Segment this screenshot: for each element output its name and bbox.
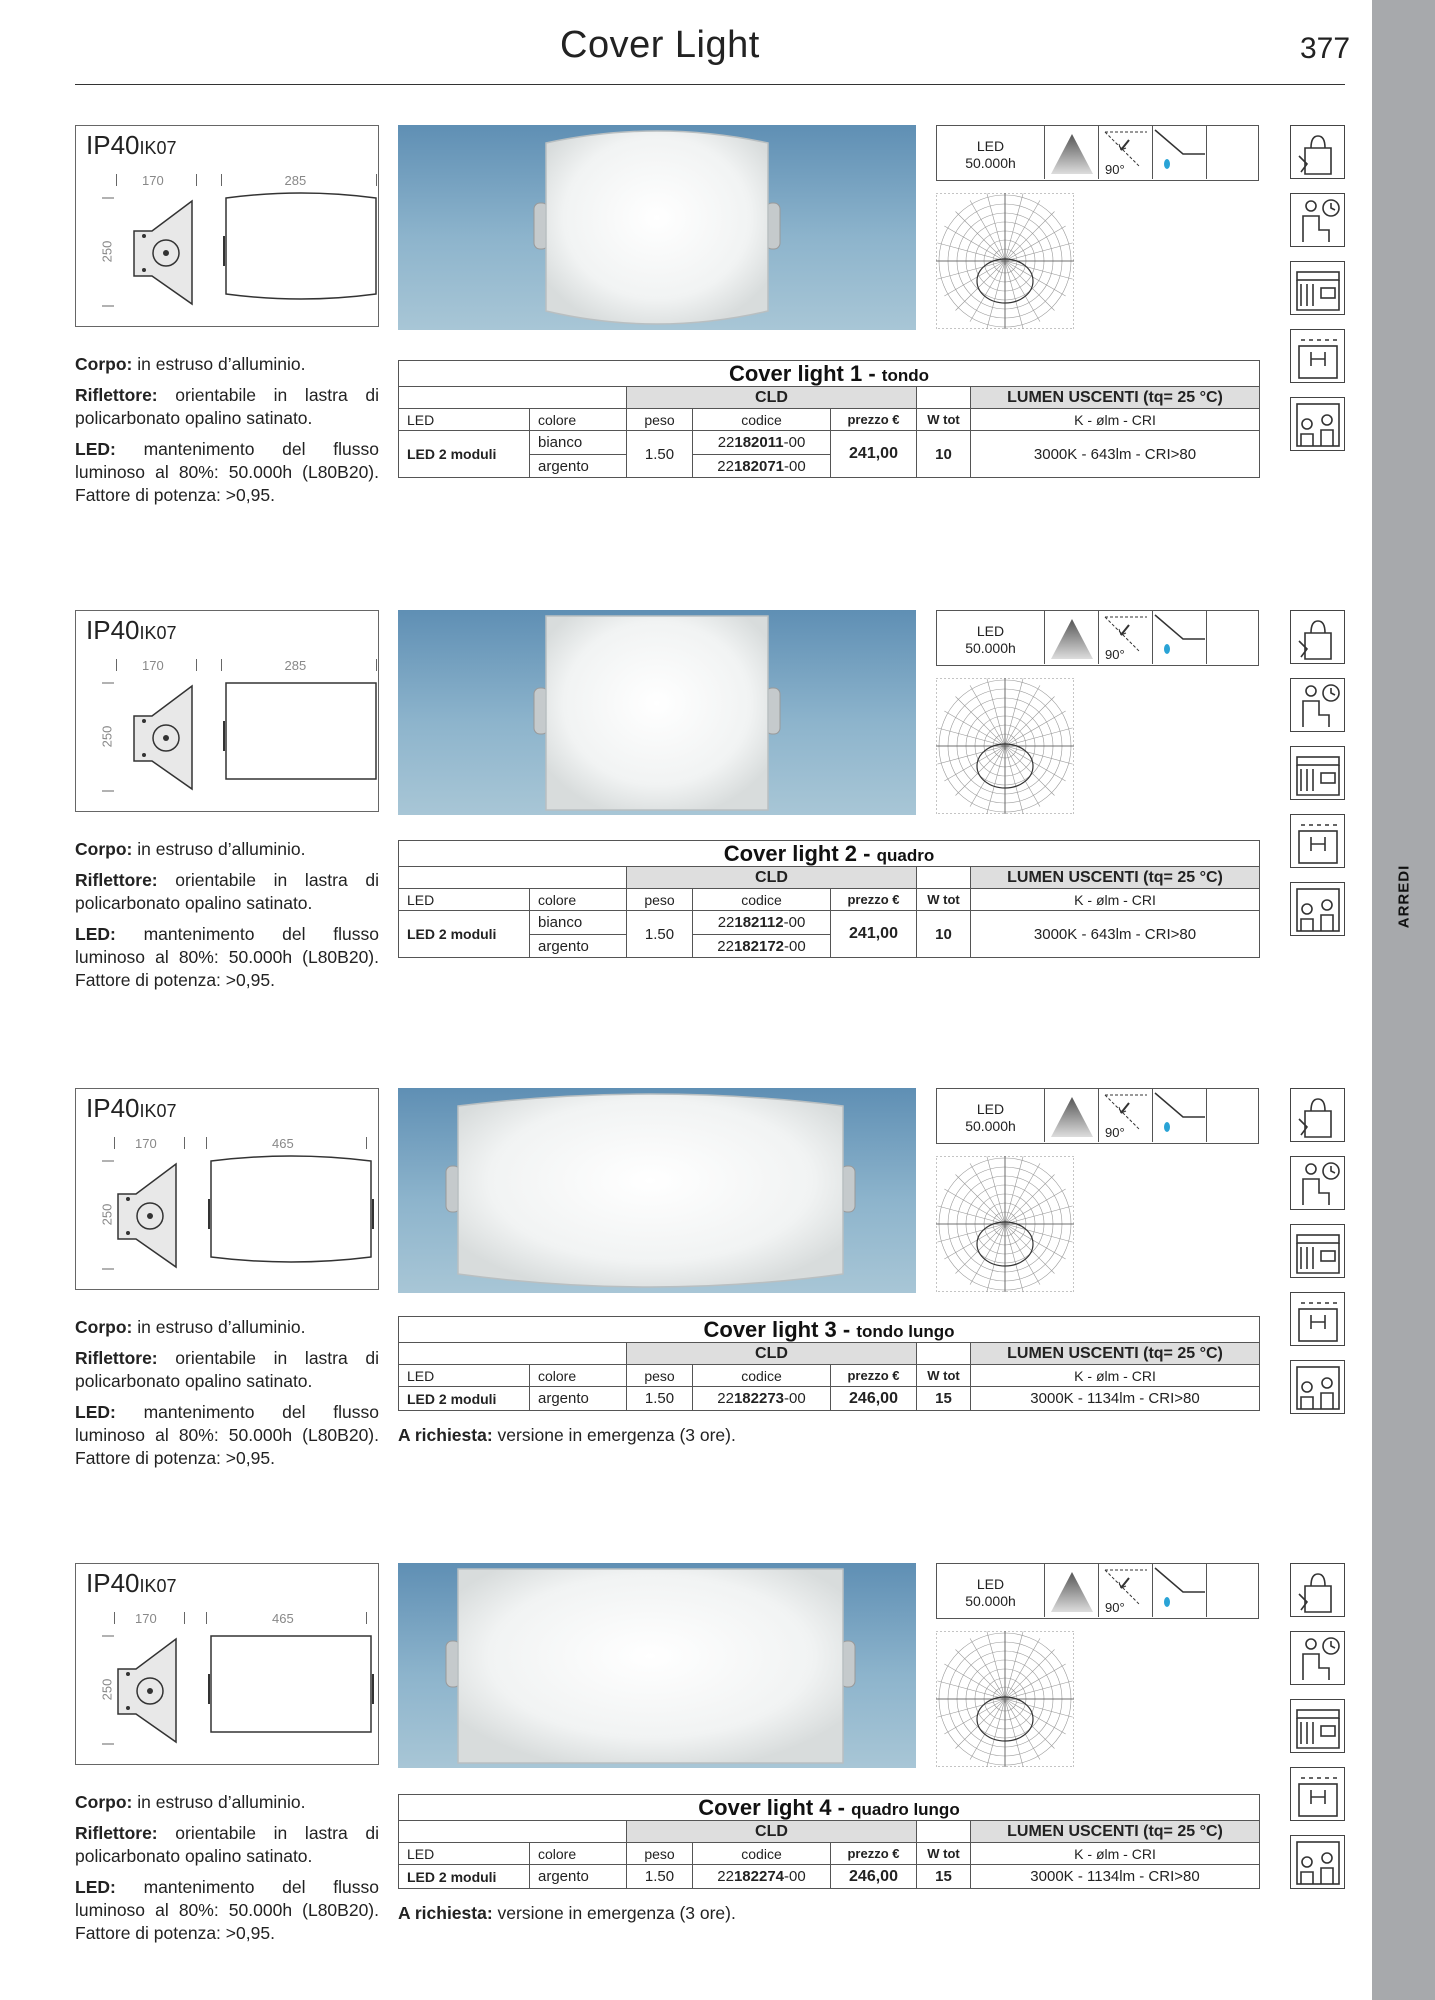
col-wtot: W tot xyxy=(916,1843,970,1864)
desc-riflettore: Riflettore: orientabile in lastra di policarbonato opalino satinato. xyxy=(75,385,379,428)
shopping-bag-icon xyxy=(1290,125,1345,179)
prezzo: 241,00 xyxy=(830,431,916,477)
lumen: 3000K - 643lm - CRI>80 xyxy=(970,911,1259,957)
desc-corpo: Corpo: in estruso d’alluminio. xyxy=(75,839,306,859)
col-wtot: W tot xyxy=(916,889,970,910)
price-table xyxy=(398,1794,1260,1889)
product-photo xyxy=(398,610,916,815)
peso: 1.50 xyxy=(626,431,692,477)
table-column-header xyxy=(399,1843,1259,1865)
col-codice: codice xyxy=(692,409,830,430)
variant-colore: bianco xyxy=(529,911,626,934)
table-group-header xyxy=(399,1343,1259,1365)
col-lumen: K - ølm - CRI xyxy=(970,409,1259,430)
price-table xyxy=(398,1316,1260,1411)
led-type: LED 2 moduli xyxy=(407,1868,497,1885)
wtot: 15 xyxy=(916,1387,970,1410)
desc-riflettore: Riflettore: orientabile in lastra di policarbonato opalino satinato. xyxy=(75,1348,379,1391)
ik-rating: IK07 xyxy=(139,1101,177,1121)
col-peso: peso xyxy=(626,1843,692,1864)
hotel-icon xyxy=(1290,1292,1345,1346)
lamp-photo-svg xyxy=(398,1088,916,1293)
desc-led: LED: mantenimento del flusso luminoso al 80%: 50.000h (L80B20). Fattore di potenza: >0,95. xyxy=(75,439,379,505)
technical-drawing-box xyxy=(75,1088,379,1290)
request-note: A richiesta: versione in emergenza (3 ore). xyxy=(398,1425,736,1445)
table-column-header xyxy=(399,409,1259,431)
photometric-curve xyxy=(936,1156,1074,1292)
table-row xyxy=(399,1387,1259,1410)
col-prezzo: prezzo € xyxy=(830,1365,916,1386)
technical-drawing-box xyxy=(75,125,379,327)
price-table xyxy=(398,360,1260,478)
peso: 1.50 xyxy=(626,1387,692,1410)
table-group-header xyxy=(399,1821,1259,1843)
col-peso: peso xyxy=(626,409,692,430)
photometric-curve xyxy=(936,1631,1074,1767)
led-lifetime: LED 50.000h xyxy=(937,1089,1045,1142)
light-spec-box xyxy=(936,610,1259,666)
led-lifetime: LED 50.000h xyxy=(937,611,1045,664)
desc-corpo: Corpo: in estruso d’alluminio. xyxy=(75,354,306,374)
light-spec-box xyxy=(936,125,1259,181)
product-description xyxy=(75,838,379,1000)
shopping-bag-icon xyxy=(1290,1563,1345,1617)
table-row xyxy=(399,431,1259,477)
desc-riflettore: Riflettore: orientabile in lastra di policarbonato opalino satinato. xyxy=(75,870,379,913)
product-photo xyxy=(398,1088,916,1293)
variant-colore: argento xyxy=(529,1865,626,1888)
dimension-depth: 170 xyxy=(135,1611,157,1626)
request-note: A richiesta: versione in emergenza (3 ore). xyxy=(398,1903,736,1923)
hotel-icon xyxy=(1290,329,1345,383)
group-cld: CLD xyxy=(626,387,916,408)
price-table xyxy=(398,840,1260,958)
dimension-height: 250 xyxy=(99,1678,115,1701)
orientation-angle: 90° xyxy=(1105,1125,1125,1140)
col-led: LED xyxy=(407,891,435,908)
group-cld: CLD xyxy=(626,867,916,888)
variant-codice: 22 182274 -00 xyxy=(692,1865,830,1888)
ip-rating: IP40IK07 xyxy=(86,615,177,645)
led-type: LED 2 moduli xyxy=(407,926,497,942)
dimension-depth: 170 xyxy=(142,658,164,673)
product-description xyxy=(75,1316,379,1478)
ip-rating: IP40IK07 xyxy=(86,1568,177,1598)
col-peso: peso xyxy=(626,1365,692,1386)
col-led: LED xyxy=(407,411,435,428)
page-title: Cover Light xyxy=(560,24,760,66)
group-lumen: LUMEN USCENTI (tq= 25 °C) xyxy=(970,867,1259,888)
dimension-height: 250 xyxy=(99,725,115,748)
variant-codice: 22 182172 -00 xyxy=(692,934,830,957)
shop-front-icon xyxy=(1290,1224,1345,1278)
dimension-width: 465 xyxy=(272,1611,294,1626)
led-lifetime: LED 50.000h xyxy=(937,1564,1045,1617)
shop-front-icon xyxy=(1290,1699,1345,1753)
variant-colore: bianco xyxy=(529,431,626,454)
office-worker-icon xyxy=(1290,1156,1345,1210)
side-tab xyxy=(1392,860,1416,940)
peso: 1.50 xyxy=(626,911,692,957)
lamp-photo-svg xyxy=(398,1563,916,1768)
shop-front-icon xyxy=(1290,261,1345,315)
restaurant-icon xyxy=(1290,397,1345,451)
shopping-bag-icon xyxy=(1290,1088,1345,1142)
desc-led: LED: mantenimento del flusso luminoso al 80%: 50.000h (L80B20). Fattore di potenza: >0,95. xyxy=(75,1877,379,1943)
wtot: 15 xyxy=(916,1865,970,1888)
wtot: 10 xyxy=(916,431,970,477)
wall-mount-icon xyxy=(1153,126,1207,179)
polar-photometric-diagram xyxy=(936,1156,1074,1292)
dimension-depth: 170 xyxy=(135,1136,157,1151)
lumen: 3000K - 643lm - CRI>80 xyxy=(970,431,1259,477)
orientation-angle: 90° xyxy=(1105,1600,1125,1615)
variant-codice: 22 182112 -00 xyxy=(692,911,830,934)
col-lumen: K - ølm - CRI xyxy=(970,1365,1259,1386)
col-lumen: K - ølm - CRI xyxy=(970,889,1259,910)
ik-rating: IK07 xyxy=(139,1576,177,1596)
side-tab-bar xyxy=(1372,0,1435,2000)
table-title: Cover light 4 - quadro lungo xyxy=(399,1795,1259,1821)
ik-rating: IK07 xyxy=(139,138,177,158)
technical-drawing-box xyxy=(75,610,379,812)
led-type: LED 2 moduli xyxy=(407,1390,497,1407)
col-prezzo: prezzo € xyxy=(830,1843,916,1864)
page-number: 377 xyxy=(1300,32,1351,65)
col-colore: colore xyxy=(529,1365,626,1386)
table-column-header xyxy=(399,1365,1259,1387)
product-photo xyxy=(398,1563,916,1768)
desc-riflettore: Riflettore: orientabile in lastra di policarbonato opalino satinato. xyxy=(75,1823,379,1866)
desc-led: LED: mantenimento del flusso luminoso al 80%: 50.000h (L80B20). Fattore di potenza: >0,95. xyxy=(75,924,379,990)
col-prezzo: prezzo € xyxy=(830,889,916,910)
office-worker-icon xyxy=(1290,1631,1345,1685)
col-colore: colore xyxy=(529,1843,626,1864)
light-spec-box xyxy=(936,1563,1259,1619)
group-lumen: LUMEN USCENTI (tq= 25 °C) xyxy=(970,1343,1259,1364)
office-worker-icon xyxy=(1290,193,1345,247)
variant-codice: 22 182071 -00 xyxy=(692,454,830,477)
group-lumen: LUMEN USCENTI (tq= 25 °C) xyxy=(970,1821,1259,1842)
wall-mount-icon xyxy=(1153,1089,1207,1142)
wall-mount-icon xyxy=(1153,611,1207,664)
group-cld: CLD xyxy=(626,1821,916,1842)
beam-icon xyxy=(1045,1089,1099,1142)
header-rule xyxy=(75,84,1345,85)
group-cld: CLD xyxy=(626,1343,916,1364)
led-type: LED 2 moduli xyxy=(407,446,497,462)
product-description xyxy=(75,353,379,515)
group-lumen: LUMEN USCENTI (tq= 25 °C) xyxy=(970,387,1259,408)
prezzo: 246,00 xyxy=(830,1387,916,1410)
table-group-header xyxy=(399,387,1259,409)
table-column-header xyxy=(399,889,1259,911)
restaurant-icon xyxy=(1290,1835,1345,1889)
variant-codice: 22 182273 -00 xyxy=(692,1387,830,1410)
photometric-curve xyxy=(936,678,1074,814)
prezzo: 246,00 xyxy=(830,1865,916,1888)
shopping-bag-icon xyxy=(1290,610,1345,664)
peso: 1.50 xyxy=(626,1865,692,1888)
side-tab-label: ARREDI xyxy=(1395,864,1413,929)
col-wtot: W tot xyxy=(916,1365,970,1386)
beam-icon xyxy=(1045,126,1099,179)
orientation-angle-icon xyxy=(1099,1089,1153,1142)
table-title: Cover light 3 - tondo lungo xyxy=(399,1317,1259,1343)
desc-led: LED: mantenimento del flusso luminoso al 80%: 50.000h (L80B20). Fattore di potenza: >0,95. xyxy=(75,1402,379,1468)
variant-codice: 22 182011 -00 xyxy=(692,431,830,454)
col-colore: colore xyxy=(529,409,626,430)
technical-drawing-box xyxy=(75,1563,379,1765)
photometric-curve xyxy=(936,193,1074,329)
col-prezzo: prezzo € xyxy=(830,409,916,430)
col-colore: colore xyxy=(529,889,626,910)
variant-colore: argento xyxy=(529,1387,626,1410)
dimension-height: 250 xyxy=(99,240,115,263)
light-spec-box xyxy=(936,1088,1259,1144)
orientation-angle-icon xyxy=(1099,611,1153,664)
ip-rating: IP40IK07 xyxy=(86,1093,177,1123)
beam-icon xyxy=(1045,611,1099,664)
col-led: LED xyxy=(407,1845,435,1862)
restaurant-icon xyxy=(1290,882,1345,936)
wtot: 10 xyxy=(916,911,970,957)
office-worker-icon xyxy=(1290,678,1345,732)
wall-mount-icon xyxy=(1153,1564,1207,1617)
col-wtot: W tot xyxy=(916,409,970,430)
polar-photometric-diagram xyxy=(936,678,1074,814)
lumen: 3000K - 1134lm - CRI>80 xyxy=(970,1387,1259,1410)
lamp-photo-svg xyxy=(398,125,916,330)
beam-icon xyxy=(1045,1564,1099,1617)
desc-corpo: Corpo: in estruso d’alluminio. xyxy=(75,1317,306,1337)
table-group-header xyxy=(399,867,1259,889)
ip-rating: IP40IK07 xyxy=(86,130,177,160)
polar-photometric-diagram xyxy=(936,1631,1074,1767)
lamp-photo-svg xyxy=(398,610,916,815)
col-codice: codice xyxy=(692,889,830,910)
dimension-depth: 170 xyxy=(142,173,164,188)
table-title: Cover light 2 - quadro xyxy=(399,841,1259,867)
orientation-angle: 90° xyxy=(1105,162,1125,177)
table-row xyxy=(399,911,1259,957)
led-lifetime: LED 50.000h xyxy=(937,126,1045,179)
orientation-angle-icon xyxy=(1099,126,1153,179)
polar-photometric-diagram xyxy=(936,193,1074,329)
hotel-icon xyxy=(1290,814,1345,868)
dimension-height: 250 xyxy=(99,1203,115,1226)
col-led: LED xyxy=(407,1367,435,1384)
hotel-icon xyxy=(1290,1767,1345,1821)
lumen: 3000K - 1134lm - CRI>80 xyxy=(970,1865,1259,1888)
variant-colore: argento xyxy=(529,454,626,477)
prezzo: 241,00 xyxy=(830,911,916,957)
dimension-width: 465 xyxy=(272,1136,294,1151)
table-title: Cover light 1 - tondo xyxy=(399,361,1259,387)
orientation-angle: 90° xyxy=(1105,647,1125,662)
restaurant-icon xyxy=(1290,1360,1345,1414)
variant-colore: argento xyxy=(529,934,626,957)
dimension-width: 285 xyxy=(284,173,307,188)
shop-front-icon xyxy=(1290,746,1345,800)
desc-corpo: Corpo: in estruso d’alluminio. xyxy=(75,1792,306,1812)
col-lumen: K - ølm - CRI xyxy=(970,1843,1259,1864)
col-codice: codice xyxy=(692,1365,830,1386)
ik-rating: IK07 xyxy=(139,623,177,643)
product-photo xyxy=(398,125,916,330)
col-codice: codice xyxy=(692,1843,830,1864)
col-peso: peso xyxy=(626,889,692,910)
table-row xyxy=(399,1865,1259,1888)
product-description xyxy=(75,1791,379,1953)
orientation-angle-icon xyxy=(1099,1564,1153,1617)
dimension-width: 285 xyxy=(284,658,307,673)
